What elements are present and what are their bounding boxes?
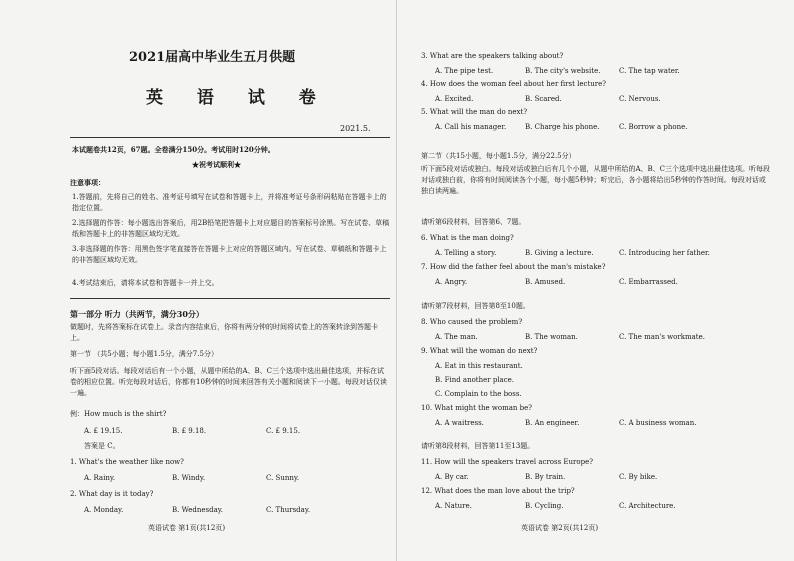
question-7: 7. How did the father feel about the man's mistake? xyxy=(421,263,606,271)
q2-option-a: A. Monday. xyxy=(84,506,124,514)
exam-page-2 xyxy=(397,0,794,561)
q8-option-c: C. The man's workmate. xyxy=(619,333,705,341)
example-option-a: A. £ 19.15. xyxy=(84,427,123,435)
q11-option-a: A. By car. xyxy=(435,473,469,481)
good-luck-note: ★祝考试顺利★ xyxy=(192,160,241,169)
q9-option-c: C. Complain to the boss. xyxy=(435,390,522,398)
q12-option-c: C. Architecture. xyxy=(619,502,676,510)
q1-option-c: C. Sunny. xyxy=(266,474,300,482)
q8-option-a: A. The man. xyxy=(435,333,478,341)
part1-heading: 第一部分 听力（共两节，满分30分） xyxy=(70,309,204,319)
question-11: 11. How will the speakers travel across Europe? xyxy=(421,458,593,466)
q3-option-a: A. The pipe test. xyxy=(435,67,494,75)
q4-option-b: B. Scared. xyxy=(525,95,562,103)
page2-footer: 英语试卷 第2页(共12页) xyxy=(521,524,599,532)
q5-option-b: B. Charge his phone. xyxy=(525,123,600,131)
question-6: 6. What is the man doing? xyxy=(421,234,514,242)
q4-option-a: A. Excited. xyxy=(435,95,474,103)
group7-heading: 请听第7段材料，回答第8至10题。 xyxy=(421,302,530,310)
q10-option-b: B. An engineer. xyxy=(525,419,580,427)
q12-option-a: A. Nature. xyxy=(435,502,472,510)
group6-heading: 请听第6段材料，回答第6、7题。 xyxy=(421,218,526,226)
example-question: 例：How much is the shirt? xyxy=(70,410,167,418)
q5-option-c: C. Borrow a phone. xyxy=(619,123,688,131)
subject-title: 英 语 试 卷 xyxy=(146,88,330,108)
q9-option-a: A. Eat in this restaurant. xyxy=(435,362,523,370)
note-1: 1.答题前，先将自己的姓名、准考证号填写在试卷和答题卡上，并将准考证号条形码粘贴在答题卡上的指定位置。 xyxy=(72,193,387,212)
example-option-b: B. £ 9.18. xyxy=(172,427,207,435)
example-answer: 答案是 C。 xyxy=(84,442,120,450)
q10-option-c: C. A business woman. xyxy=(619,419,697,427)
question-1: 1. What's the weather like now? xyxy=(70,458,184,466)
q6-option-b: B. Giving a lecture. xyxy=(525,249,594,257)
q12-option-b: B. Cycling. xyxy=(525,502,564,510)
q1-option-b: B. Windy. xyxy=(172,474,206,482)
question-5: 5. What will the man do next? xyxy=(421,108,528,116)
q7-option-c: C. Embarrassed. xyxy=(619,278,678,286)
q7-option-b: B. Amused. xyxy=(525,278,566,286)
notes-divider xyxy=(70,298,390,299)
section2-intro: 听下面5段对话或独白。每段对话或独白后有几个小题，从题中所给的A、B、C三个选项中选出最佳选项。听每段对话或独白前，你将有时间阅读各个小题，每小题5秒钟；听完后，各小题将给出5秒钟的作答时间。每段对话或独白读两遍。 xyxy=(421,165,771,195)
q5-option-a: A. Call his manager. xyxy=(435,123,507,131)
q6-option-a: A. Telling a story. xyxy=(435,249,497,257)
part1-intro: 做题时，先将答案标在试卷上。录音内容结束后，你将有两分钟的时间将试卷上的答案转涂到答题卡上。 xyxy=(70,323,378,342)
exam-title: 2021届高中毕业生五月供题 xyxy=(129,50,296,65)
section2-heading: 第二节（共15小题，每小题1.5分，满分22.5分） xyxy=(421,152,576,160)
question-12: 12. What does the man love about the trip? xyxy=(421,487,575,495)
note-3: 3.非选择题的作答：用黑色签字笔直接答在答题卡上对应的答题区域内。写在试卷、草稿纸和答题卡上的非答题区域均无效。 xyxy=(72,245,387,264)
q6-option-c: C. Introducing her father. xyxy=(619,249,710,257)
notes-heading: 注意事项： xyxy=(70,178,105,187)
question-9: 9. What will the woman do next? xyxy=(421,347,538,355)
q11-option-c: C. By bike. xyxy=(619,473,658,481)
q11-option-b: B. By train. xyxy=(525,473,566,481)
question-2: 2. What day is it today? xyxy=(70,490,154,498)
question-10: 10. What might the woman be? xyxy=(421,404,532,412)
question-3: 3. What are the speakers talking about? xyxy=(421,52,564,60)
exam-intro: 本试题卷共12页，67题。全卷满分150分。考试用时120分钟。 xyxy=(72,145,275,154)
q3-option-c: C. The tap water. xyxy=(619,67,680,75)
q2-option-c: C. Thursday. xyxy=(266,506,311,514)
header-divider xyxy=(70,137,390,138)
page1-footer: 英语试卷 第1页(共12页) xyxy=(148,524,226,532)
note-4: 4.考试结束后，请将本试卷和答题卡一并上交。 xyxy=(72,279,219,287)
question-4: 4. How does the woman feel about her first lecture? xyxy=(421,80,607,88)
note-2: 2.选择题的作答：每小题选出答案后，用2B铅笔把答题卡上对应题目的答案标号涂黑。写在试卷、草稿纸和答题卡上的非答题区域均无效。 xyxy=(72,219,390,238)
section1-intro: 听下面5段对话。每段对话后有一个小题，从题中所给的A、B、C三个选项中选出最佳选项，并标在试卷的相应位置。听完每段对话后，你都有10秒钟的时间来回答有关小题和阅读下一小题。每段对话仅读一遍。 xyxy=(70,367,387,397)
q4-option-c: C. Nervous. xyxy=(619,95,661,103)
q10-option-a: A. A waitress. xyxy=(435,419,484,427)
question-8: 8. Who caused the problem? xyxy=(421,318,523,326)
section1-heading: 第一节 （共5小题；每小题1.5分，满分7.5分） xyxy=(70,350,218,358)
q3-option-b: B. The city's website. xyxy=(525,67,601,75)
q7-option-a: A. Angry. xyxy=(435,278,468,286)
exam-date: 2021.5. xyxy=(340,124,371,133)
group8-heading: 请听第8段材料，回答第11至13题。 xyxy=(421,442,535,450)
q1-option-a: A. Rainy. xyxy=(84,474,116,482)
q9-option-b: B. Find another place. xyxy=(435,376,515,384)
q2-option-b: B. Wednesday. xyxy=(172,506,223,514)
q8-option-b: B. The woman. xyxy=(525,333,578,341)
example-option-c: C. £ 9.15. xyxy=(266,427,301,435)
